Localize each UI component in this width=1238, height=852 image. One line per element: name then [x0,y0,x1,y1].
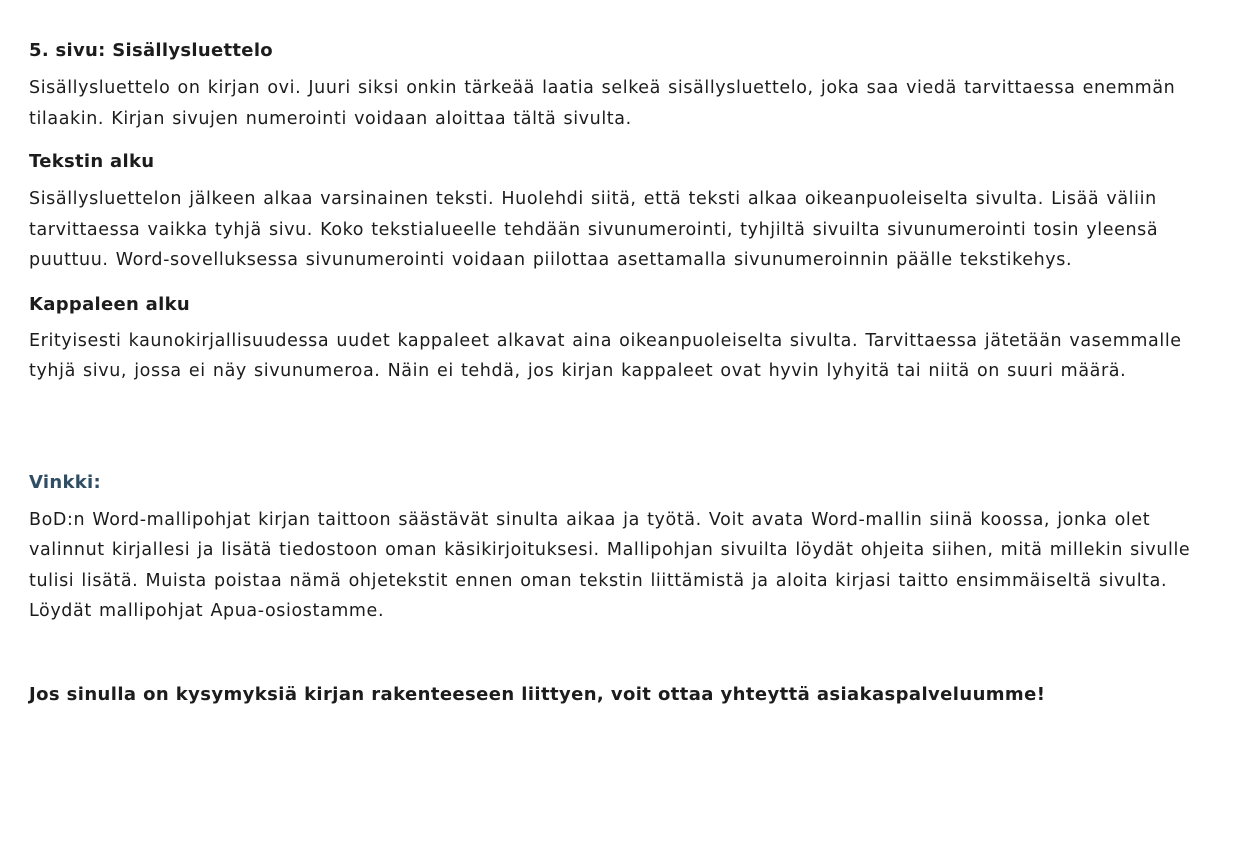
closing-text: Jos sinulla on kysymyksiä kirjan rakenteeseen liittyen, voit ottaa yhteyttä [29,683,817,705]
customer-service-link[interactable]: asiakaspalveluumme [816,683,1037,705]
tip-heading: Vinkki: [29,471,102,493]
tip-text-body: BoD:n Word-mallipohjat kirjan taittoon säästävät sinulta aikaa ja työtä. Voit avata Word-mallin siinä koossa, jonka olet valinnut kirjallesi ja lisätä tiedostoon oman käsikirjoituksesi. Mallipohjan sivuilta löydät ohjeita siihen, mitä millekin sivulle tulisi lisätä. Muista poistaa nämä ohjetekstit ennen oman tekstin liittämistä ja aloita kirjasi taitto ensimmäiseltä sivulta. Löydät mallipohjat [29,509,1191,621]
section-heading-table-of-contents: 5. sivu: Sisällysluettelo [29,40,273,61]
help-section-link[interactable]: Apua-osiostamme [210,601,378,621]
tip-text [29,505,1209,627]
section-text-chapter-start: Erityisesti kaunokirjallisuudessa uudet kappaleet alkavat aina oikeanpuoleiselta sivulta. Tarvittaessa jätetään vasemmalle tyhjä sivu, jossa ei näy sivunumeroa. Näin ei tehdä, jos kirjan kappaleet ovat hyvin lyhyitä tai niitä on suuri määrä. [29,330,1182,381]
closing-statement [29,680,1209,710]
section-text-text-start: Sisällysluettelon jälkeen alkaa varsinainen teksti. Huolehdi siitä, että teksti alkaa oikeanpuoleiselta sivulta. Lisää väliin tarvittaessa vaikka tyhjä sivu. Koko tekstialueelle tehdään sivunumerointi, tyhjiltä sivuilta sivunumerointi tosin yleensä puuttuu. Word-sovelluksessa sivunumerointi voidaan piilottaa asettamalla sivunumeroinnin päälle tekstikehys. [29,189,1159,270]
section-heading-chapter-start: Kappaleen alku [29,293,190,315]
closing-text-end: ! [1036,683,1046,705]
article-content [29,36,1209,728]
section-heading-text-start: Tekstin alku [29,151,155,172]
tip-text-end: . [377,601,385,621]
section-text-table-of-contents: Sisällysluettelo on kirjan ovi. Juuri siksi onkin tärkeää laatia selkeä sisällysluettelo, joka saa viedä tarvittaessa enemmän tilaakin. Kirjan sivujen numerointi voidaan aloittaa tältä sivulta. [29,78,1176,129]
